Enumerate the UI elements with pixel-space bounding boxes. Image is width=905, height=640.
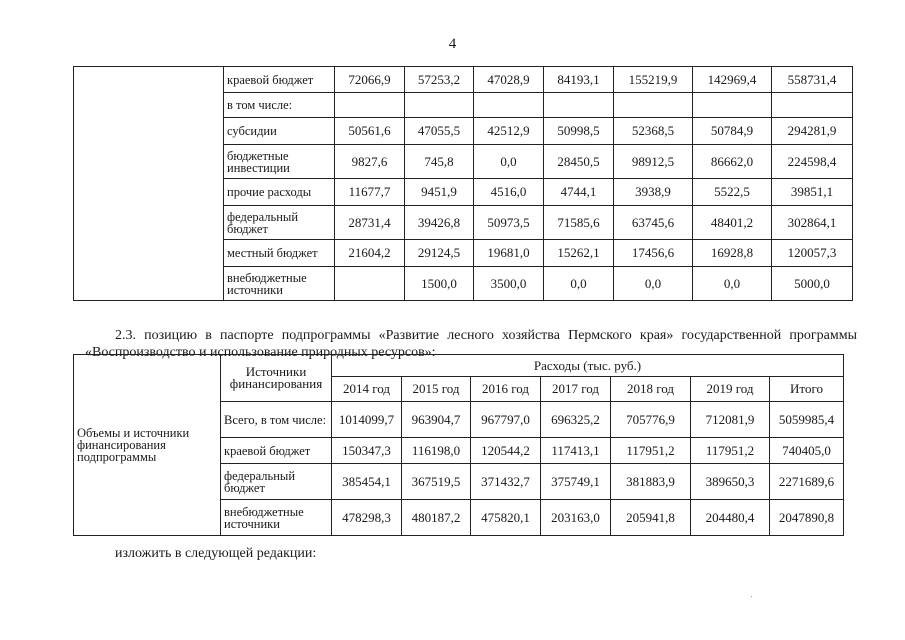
- cell-value: 19681,0: [474, 240, 544, 267]
- row-label: субсидии: [224, 118, 335, 145]
- cell-value: 98912,5: [614, 145, 693, 179]
- cell-value: 5059985,4: [770, 402, 844, 438]
- cell-value: 1014099,7: [332, 402, 402, 438]
- row-label: внебюджетные источники: [224, 267, 335, 301]
- funding-continuation-table: [73, 66, 853, 301]
- cell-value: 1500,0: [405, 267, 474, 301]
- cell-value: 224598,4: [772, 145, 853, 179]
- cell-value: 0,0: [693, 267, 772, 301]
- cell-value: 0,0: [614, 267, 693, 301]
- cell-value: 475820,1: [471, 500, 541, 536]
- cell-value: 71585,6: [544, 206, 614, 240]
- cell-value: [614, 93, 693, 118]
- cell-value: 17456,6: [614, 240, 693, 267]
- cell-value: [772, 93, 853, 118]
- cell-value: 967797,0: [471, 402, 541, 438]
- year-header: 2019 год: [691, 377, 770, 402]
- cell-value: 47028,9: [474, 67, 544, 93]
- row-label: краевой бюджет: [224, 67, 335, 93]
- table-row: [74, 67, 853, 93]
- scan-speck: [751, 596, 752, 597]
- year-header: 2014 год: [332, 377, 402, 402]
- cell-value: 72066,9: [335, 67, 405, 93]
- year-header: 2016 год: [471, 377, 541, 402]
- expenses-header: Расходы (тыс. руб.): [332, 355, 844, 377]
- cell-value: 4744,1: [544, 179, 614, 206]
- cell-value: 367519,5: [402, 464, 471, 500]
- cell-value: [693, 93, 772, 118]
- cell-value: 120544,2: [471, 438, 541, 464]
- cell-value: 371432,7: [471, 464, 541, 500]
- row-label: внебюджетные источники: [221, 500, 332, 536]
- closing-line: изложить в следующей редакции:: [115, 546, 317, 561]
- cell-value: 0,0: [544, 267, 614, 301]
- cell-value: 9451,9: [405, 179, 474, 206]
- cell-value: 42512,9: [474, 118, 544, 145]
- cell-value: 385454,1: [332, 464, 402, 500]
- year-header: 2015 год: [402, 377, 471, 402]
- cell-value: 4516,0: [474, 179, 544, 206]
- row-label: бюджетные инвестиции: [224, 145, 335, 179]
- cell-value: 116198,0: [402, 438, 471, 464]
- row-label: местный бюджет: [224, 240, 335, 267]
- cell-value: 712081,9: [691, 402, 770, 438]
- year-header: 2017 год: [541, 377, 611, 402]
- cell-value: 57253,2: [405, 67, 474, 93]
- cell-value: 389650,3: [691, 464, 770, 500]
- row-label: прочие расходы: [224, 179, 335, 206]
- cell-value: 204480,4: [691, 500, 770, 536]
- table-header-row: [74, 355, 844, 377]
- cell-value: 29124,5: [405, 240, 474, 267]
- row-label: Всего, в том числе:: [221, 402, 332, 438]
- cell-value: 11677,7: [335, 179, 405, 206]
- cell-value: 3938,9: [614, 179, 693, 206]
- cell-value: 381883,9: [611, 464, 691, 500]
- cell-value: 2047890,8: [770, 500, 844, 536]
- cell-value: 50784,9: [693, 118, 772, 145]
- cell-value: 16928,8: [693, 240, 772, 267]
- cell-value: 48401,2: [693, 206, 772, 240]
- cell-value: 375749,1: [541, 464, 611, 500]
- cell-value: 39426,8: [405, 206, 474, 240]
- cell-value: 15262,1: [544, 240, 614, 267]
- cell-value: 5522,5: [693, 179, 772, 206]
- total-header: Итого: [770, 377, 844, 402]
- row-label: федеральный бюджет: [224, 206, 335, 240]
- cell-value: 86662,0: [693, 145, 772, 179]
- cell-value: 480187,2: [402, 500, 471, 536]
- cell-value: 52368,5: [614, 118, 693, 145]
- cell-value: 696325,2: [541, 402, 611, 438]
- row-label: федеральный бюджет: [221, 464, 332, 500]
- cell-value: 142969,4: [693, 67, 772, 93]
- cell-value: 117951,2: [611, 438, 691, 464]
- cell-value: 39851,1: [772, 179, 853, 206]
- cell-value: 705776,9: [611, 402, 691, 438]
- cell-value: 302864,1: [772, 206, 853, 240]
- cell-value: 155219,9: [614, 67, 693, 93]
- cell-value: 0,0: [474, 145, 544, 179]
- cell-value: 150347,3: [332, 438, 402, 464]
- page-number: 4: [448, 36, 457, 52]
- cell-value: [405, 93, 474, 118]
- cell-value: 28450,5: [544, 145, 614, 179]
- cell-value: 84193,1: [544, 67, 614, 93]
- cell-value: 740405,0: [770, 438, 844, 464]
- cell-value: 117413,1: [541, 438, 611, 464]
- cell-value: 2271689,6: [770, 464, 844, 500]
- merged-left-cell: [74, 67, 224, 301]
- cell-value: 205941,8: [611, 500, 691, 536]
- cell-value: 963904,7: [402, 402, 471, 438]
- cell-value: 294281,9: [772, 118, 853, 145]
- cell-value: 28731,4: [335, 206, 405, 240]
- cell-value: 5000,0: [772, 267, 853, 301]
- row-label: краевой бюджет: [221, 438, 332, 464]
- cell-value: [335, 93, 405, 118]
- cell-value: 3500,0: [474, 267, 544, 301]
- cell-value: [335, 267, 405, 301]
- cell-value: [474, 93, 544, 118]
- cell-value: 21604,2: [335, 240, 405, 267]
- subprogram-funding-table: [73, 354, 844, 536]
- cell-value: 120057,3: [772, 240, 853, 267]
- row-label: в том числе:: [224, 93, 335, 118]
- cell-value: 745,8: [405, 145, 474, 179]
- cell-value: 558731,4: [772, 67, 853, 93]
- cell-value: 50561,6: [335, 118, 405, 145]
- sources-header: Источники финансирования: [221, 355, 332, 402]
- cell-value: 478298,3: [332, 500, 402, 536]
- cell-value: 47055,5: [405, 118, 474, 145]
- cell-value: 203163,0: [541, 500, 611, 536]
- year-header: 2018 год: [611, 377, 691, 402]
- cell-value: 63745,6: [614, 206, 693, 240]
- amendment-paragraph: 2.3. позицию в паспорте подпрограммы «Развитие лесного хозяйства Пермского края» государственной программы «Воспроизводство и использование природных ресурсов»:: [85, 328, 857, 360]
- cell-value: [544, 93, 614, 118]
- cell-value: 50998,5: [544, 118, 614, 145]
- cell-value: 9827,6: [335, 145, 405, 179]
- row-header-cell: Объемы и источники финансирования подпрограммы: [74, 355, 221, 536]
- cell-value: 50973,5: [474, 206, 544, 240]
- cell-value: 117951,2: [691, 438, 770, 464]
